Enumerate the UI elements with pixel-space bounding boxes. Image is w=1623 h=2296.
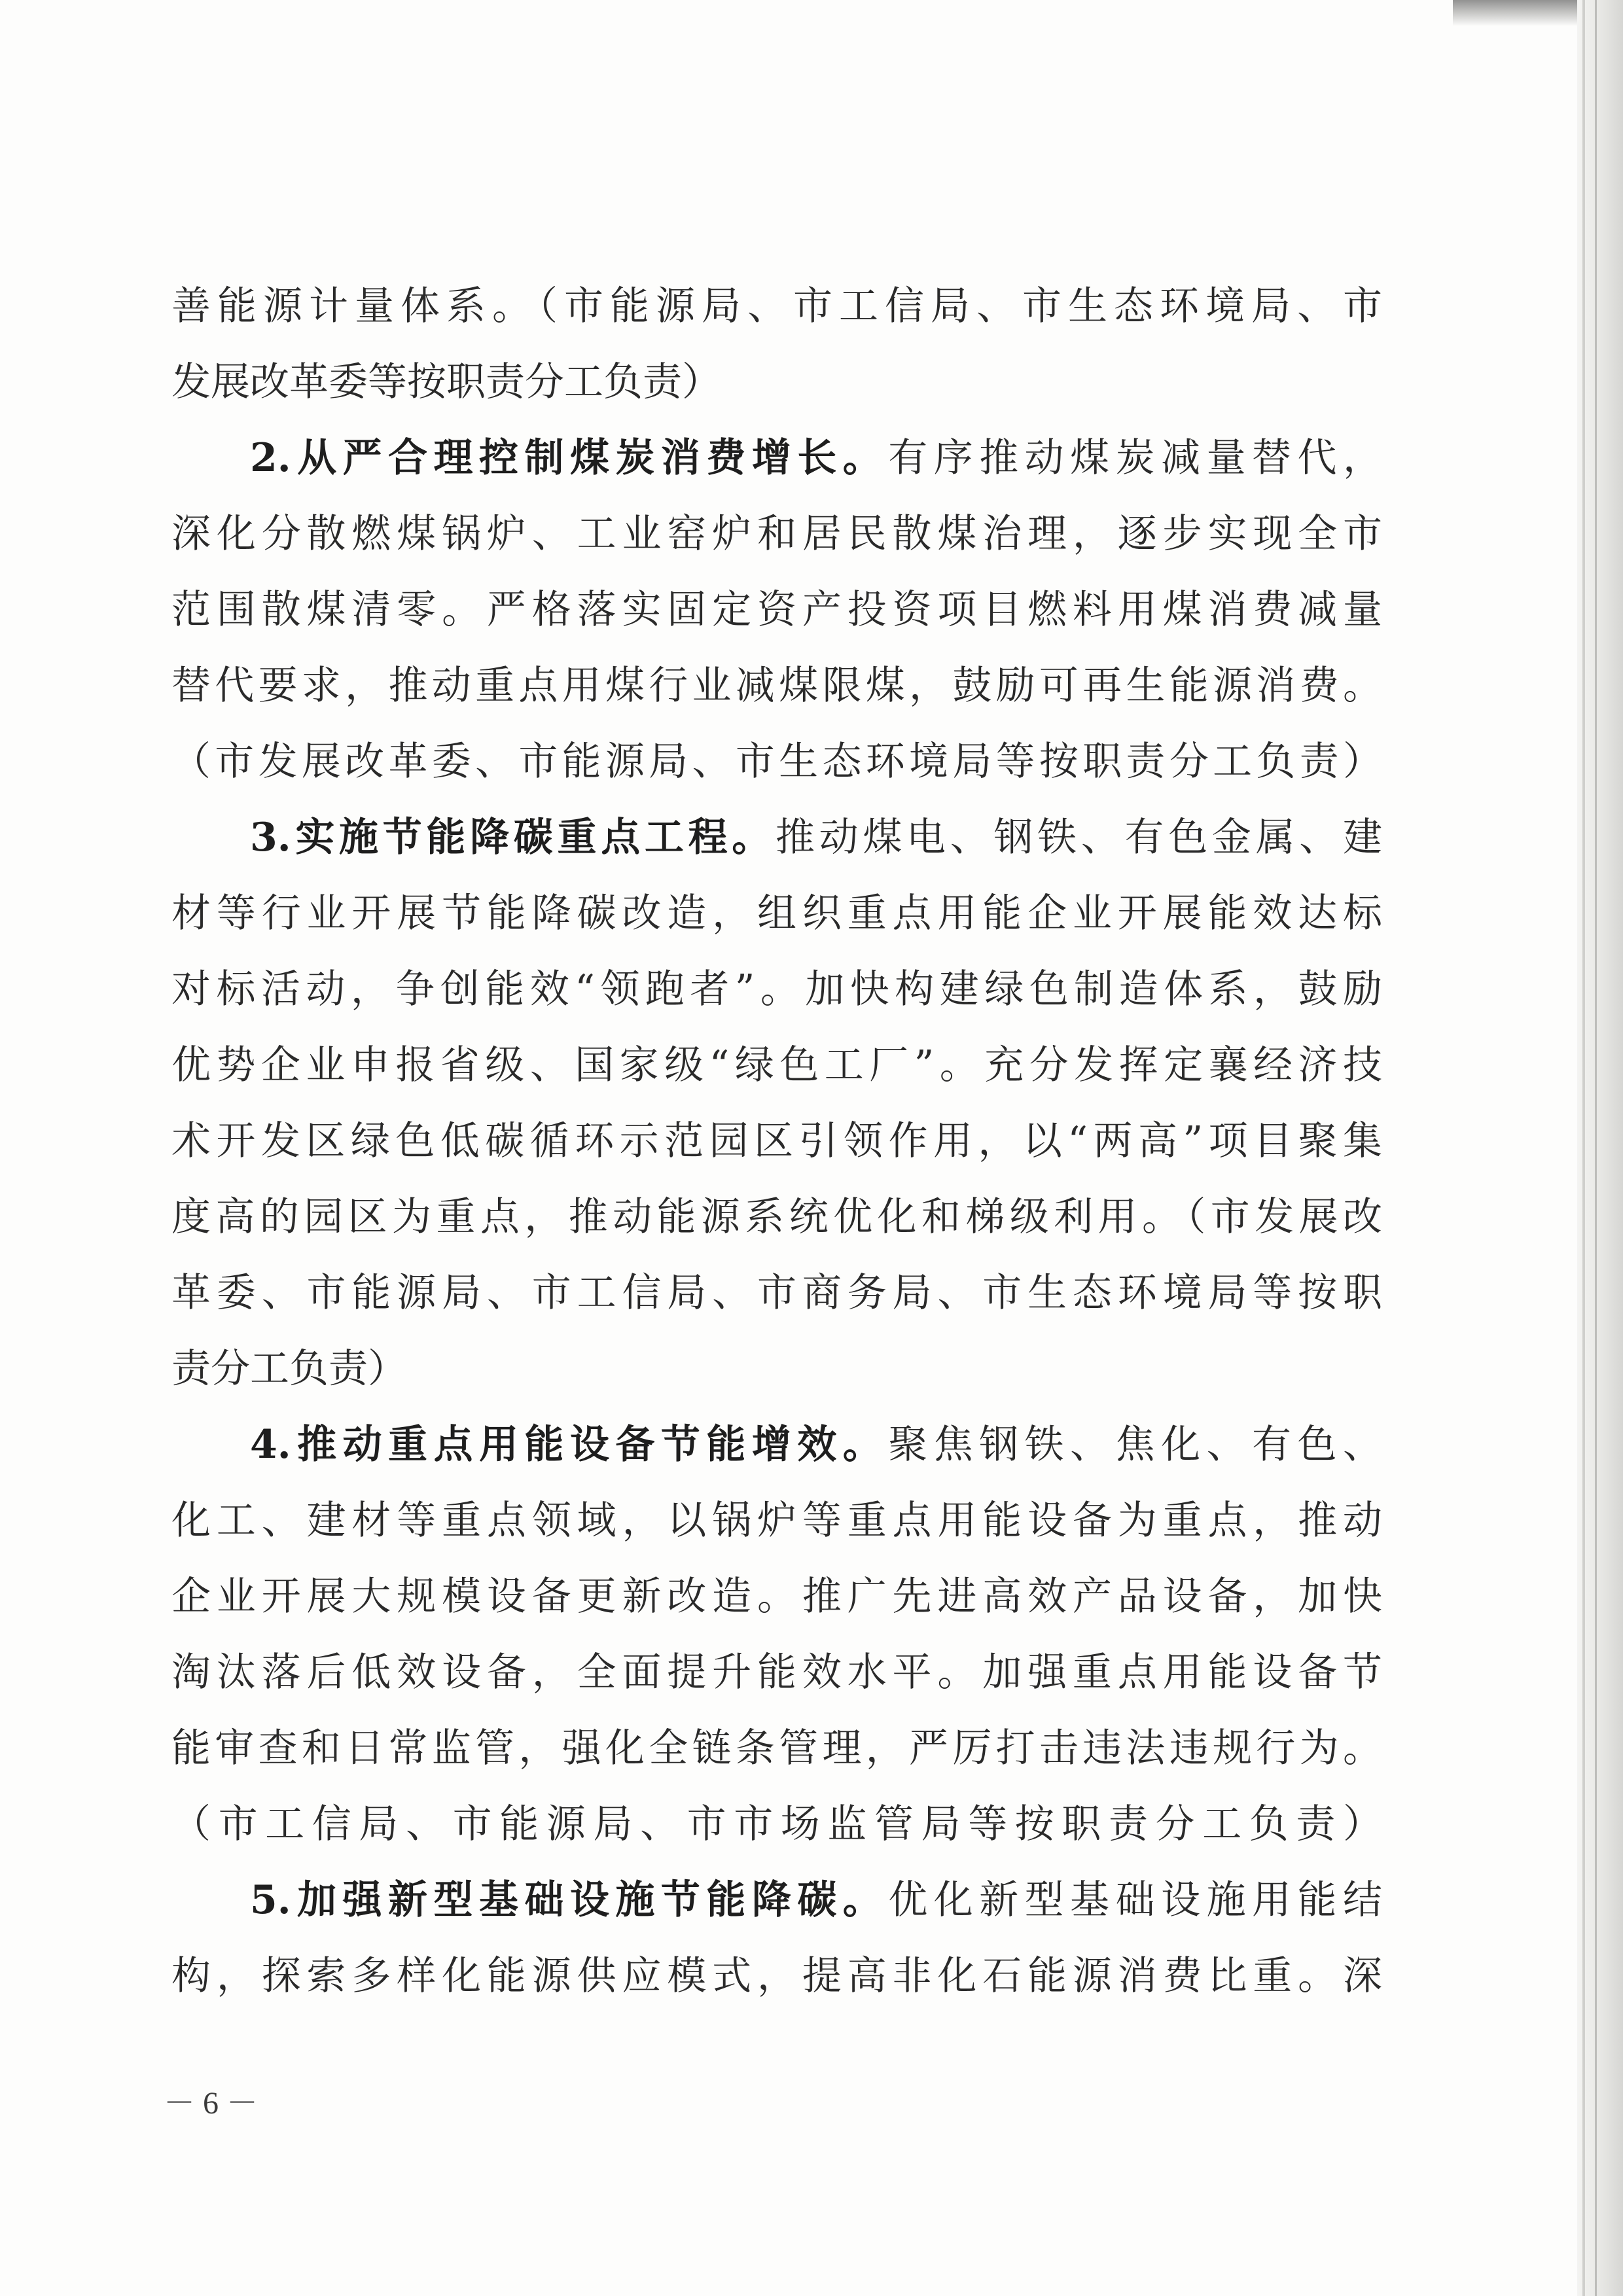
text-line [171,1103,1382,1179]
text-line [171,1786,1382,1862]
document-body [171,268,1382,2014]
text-line [171,1483,1382,1559]
text-line [171,268,1382,344]
line-text: 优化新型基础设施用能结 [888,1877,1382,1923]
text-line [171,496,1382,572]
line-text: 发展改革委等按职责分工负责） [171,359,721,405]
section-heading: 2.从严合理控制煤炭消费增长。 [250,435,889,481]
section-heading: 4.推动重点用能设备节能增效。 [250,1422,889,1468]
line-text: 善能源计量体系。（市能源局、市工信局、市生态环境局、市 [171,283,1382,329]
section-heading: 5.加强新型基础设施节能降碳。 [250,1877,889,1923]
binding-line [1582,0,1585,2296]
line-text: 聚焦钢铁、焦化、有色、 [888,1422,1382,1468]
line-text: （市发展改革委、市能源局、市生态环境局等按职责分工负责） [171,739,1382,785]
text-line [171,1179,1382,1255]
text-line [171,344,1382,420]
line-text: （市工信局、市能源局、市市场监管局等按职责分工负责） [171,1801,1382,1847]
section-heading: 3.实施节能降碳重点工程。 [250,815,776,860]
line-text: 能审查和日常监管，强化全链条管理，严厉打击违法违规行为。 [171,1725,1382,1771]
text-line [171,724,1382,800]
text-line [171,572,1382,648]
text-line [171,1255,1382,1331]
text-line [171,648,1382,724]
text-line [171,1407,1382,1483]
text-line [171,875,1382,951]
line-text: 责分工负责） [171,1346,407,1392]
line-text: 对标活动，争创能效“领跑者”。加快构建绿色制造体系，鼓励 [171,966,1382,1012]
line-text: 淘汰落后低效设备，全面提升能效水平。加强重点用能设备节 [171,1650,1382,1695]
binding-shadow [1595,0,1597,2296]
line-text: 有序推动煤炭减量替代， [888,435,1382,481]
text-line [171,951,1382,1027]
text-line [171,1559,1382,1634]
text-line [171,1862,1382,1938]
line-text: 化工、建材等重点领域，以锅炉等重点用能设备为重点，推动 [171,1498,1382,1544]
text-line [171,420,1382,496]
line-text: 材等行业开展节能降碳改造，组织重点用能企业开展能效达标 [171,891,1382,936]
line-text: 范围散煤清零。严格落实固定资产投资项目燃料用煤消费减量 [171,587,1382,633]
line-text: 推动煤电、钢铁、有色金属、建 [775,815,1382,860]
text-line [171,1027,1382,1103]
text-line [171,1634,1382,1710]
page-number: － 6 － [164,2086,259,2121]
line-text: 企业开展大规模设备更新改造。推广先进高效产品设备，加快 [171,1574,1382,1619]
line-text: 度高的园区为重点，推动能源系统优化和梯级利用。（市发展改 [171,1194,1382,1240]
line-text: 替代要求，推动重点用煤行业减煤限煤，鼓励可再生能源消费。 [171,663,1382,709]
line-text: 术开发区绿色低碳循环示范园区引领作用，以“两高”项目聚集 [171,1118,1382,1164]
line-text: 深化分散燃煤锅炉、工业窑炉和居民散煤治理，逐步实现全市 [171,511,1382,557]
line-text: 革委、市能源局、市工信局、市商务局、市生态环境局等按职 [171,1270,1382,1316]
text-line [171,1331,1382,1407]
text-line [171,800,1382,875]
line-text: 构，探索多样化能源供应模式，提高非化石能源消费比重。深 [171,1953,1382,1999]
text-line [171,1710,1382,1786]
line-text: 优势企业申报省级、国家级“绿色工厂”。充分发挥定襄经济技 [171,1042,1382,1088]
text-line [171,1938,1382,2014]
